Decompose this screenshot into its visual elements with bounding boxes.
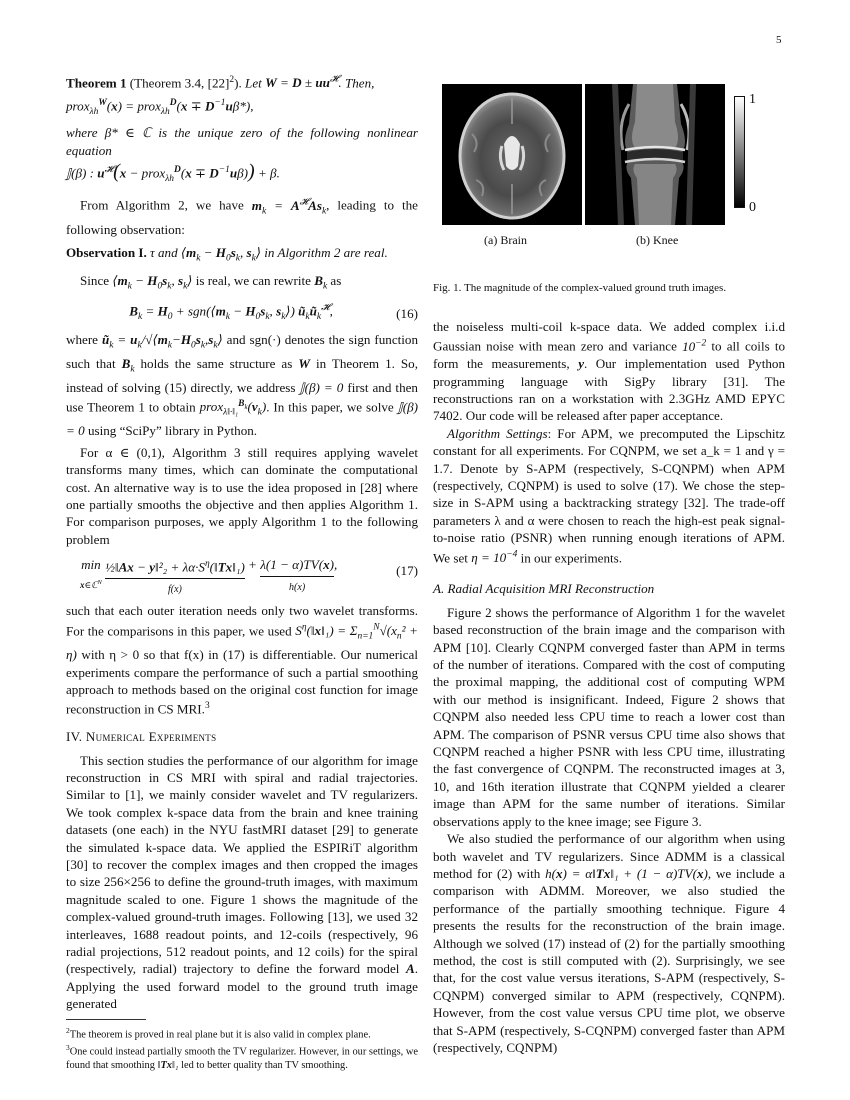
observation-text: in Algorithm 2 are real. xyxy=(264,245,388,261)
text-p1-a: the noiseless multi-coil k-space data. We added complex i.i.d Gaussian noise with mean zero and variance xyxy=(433,319,785,354)
formula-Bk-2: $B_k$ xyxy=(121,355,135,375)
paragraph-figure-2: Figure 2 shows the performance of Algorithm 1 for the wavelet based reconstruction of the brain image and the comparison with APM [10]. Clearly CQNPM converged faster than APM in terms of the number of iterations. Compared with the cost of computing the proximal mapping, the additional cost of computing WPM with our method is insignificant. Indeed, Figure 2 shows that CQNPM also needed less CPU time to reach a lower cost than APM. The comparison of PSNR versus CPU time also shows that CQNPM reached a higher PSNR with less CPU time, illustrating the fast convergence of CQNPM. The reconstructed images at 3, 10, and 16th iteration illustrate that CQNPM yielded a clearer image than APM for the same number of iterations. Similar observations apply to the knee image; see Figure 3. xyxy=(433,604,785,829)
eq17-min: min x∈ℂ$^N$ xyxy=(80,557,102,590)
eq17-h-label: h(x) xyxy=(289,581,306,593)
left-column xyxy=(66,72,418,1072)
observation-label: Observation I. xyxy=(66,245,147,261)
paragraph-from-algorithm-2 xyxy=(66,194,418,238)
observation-1 xyxy=(66,244,418,268)
text-sec-a: This section studies the performance of our algorithm for image reconstruction in CS MRI with spiral and radial trajectories. Similar to [1], we mainly consider wavelet and TV regularizers. We took complex k-space data from the brain and knee training datasets (one each) in the NYU fastMRI dataset [29] to generate the simulated k-space data. We applied the ESPIRiT algorithm [30] to recover the complex images and then cropped the images to size 256×256 to define the ground-truth images, with maximum magnitude scaled to one. Figure 1 shows the magnitude of the complex-valued ground-truth images. Following [13], we used 32 interleaves, 1688 readout points, and 12-coils (respectively, 96 radial projections, 512 readout points, and 12 coils) for the spiral (respectively, radial) trajectory to define the forward model xyxy=(66,752,418,977)
text-p1-c: . Our implementation used Python programming language with SigPy library [31]. The reconstructions ran on a workstation with 2.3GHz AMD EPYC 7402. Our code will be released after paper acceptance. xyxy=(433,356,785,424)
text-p4-b: , we include a comparison with ADMM. Moreover, we also studied the performance of the partially smoothing technique. Figure 4 presents the results for the reconstruction of the brain image. Although we solved (17) instead of (2) for the partially smoothing method, the cost is still computed with (2). Surprisingly, we see that, for the cost value versus iterations, S-APM (respectively, S-CQNPM) converged similar to APM (respectively, CQNPM). However, from the cost value versus CPU time plot, we observe that S-APM (respectively, S-CQNPM) converged faster than APM (respectively, CQNPM) xyxy=(433,865,785,1055)
paragraph-such-that xyxy=(66,602,418,718)
footnote-2-mark: 2 xyxy=(66,1025,70,1035)
footnote-3-ref: 3 xyxy=(204,701,210,712)
text-p2-end: in our experiments. xyxy=(520,550,623,565)
colorbar-min-label: 0 xyxy=(749,200,756,215)
formula-W: W xyxy=(298,355,310,371)
text-where-a: where xyxy=(66,331,98,347)
eq17-h-brace: λ(1 − α)TV(x) xyxy=(260,556,334,576)
text-where-g: using “SciPy” library in Python. xyxy=(87,423,258,439)
text-from-a: From Algorithm 2, we have xyxy=(80,197,244,213)
knee-mri-drawing xyxy=(585,84,725,225)
text-p2: : For APM, we precomputed the Lipschitz constant for all experiments. For CQNPM, we set a_k = 1 and γ = 1.7. Denote by S-APM (respectively, S-CQNPM) when APM (respectively, CQNPM) is used to solve (17). We chose the step-size in S-APM using a backtracking strategy [32]. The trade-off parameters λ and α were chosen to reach the high-est peak signal-to-noise ratio (PSNR) when running enough iterations of APM. We set xyxy=(433,425,785,565)
footnote-2-text: The theorem is proved in real plane but it is also valid in complex plane. xyxy=(69,1029,371,1041)
paragraph-for-alpha: For α ∈ (0,1), Algorithm 3 still requires applying wavelet transforms many times, which can dominate the computational cost. An alternative way is to use the idea proposed in [28] where one partially smooths the objective and then applies Algorithm 1. For comparison purposes, we apply Algorithm 1 to the following problem xyxy=(66,444,418,547)
text-p4-a: We also studied the performance of our algorithm when using both wavelet and TV regularizers. Since ADMM is a classical method for (2) with xyxy=(433,831,785,881)
text-since-c: as xyxy=(330,273,342,289)
paragraph-section-iv xyxy=(66,752,418,1013)
brain-image xyxy=(442,84,582,225)
eq17-h-group xyxy=(260,556,334,596)
right-column xyxy=(433,318,785,1056)
formula-A: A xyxy=(405,961,415,977)
footnote-3-text-b: led to better quality than TV smoothing. xyxy=(181,1059,348,1071)
theorem-where: where β* ∈ ℂ is the unique zero of the following nonlinear equation xyxy=(66,125,418,158)
formula-inner: $⟨m_k - H_0s_k$, $s_k⟩$ xyxy=(112,273,193,292)
text-p1-b: to all coils to form the measurements, xyxy=(433,338,786,372)
footnote-rule xyxy=(66,1019,146,1020)
equation-J: 𝕁(β) : $u^𝓗(x$ − prox$_{\lambda h}^D$(x ∓ $D^{-1}u\beta)) + \beta$. xyxy=(66,160,280,184)
formula-J0-2: 𝕁(β) = 0 xyxy=(66,399,419,439)
panel-b-label: (b) Knee xyxy=(636,233,679,247)
eq17-f-brace: ½‖Ax − y‖²₂ + $\lambda\alpha\cdot S^\eta(‖Tx‖_1)$ xyxy=(105,556,245,579)
formula-Bk: $B_k$ xyxy=(314,273,328,292)
equation-17-number: (17) xyxy=(396,563,418,579)
paragraph-where xyxy=(66,331,418,440)
formula-y: y xyxy=(578,356,584,372)
footnote-3-mark: 3 xyxy=(66,1043,70,1053)
text-such-b: with η > 0 so that f(x) in (17) is differentiable. Our numerical experiments compare the performance of such a partial smoothing approach to methods based on the original cost function for image reconstruction in CS MRI. xyxy=(66,647,418,717)
brain-mri-drawing xyxy=(442,84,582,225)
section-heading-iv: IV. Numerical Experiments xyxy=(66,729,217,745)
text-since-b: is real, we can rewrite xyxy=(195,273,311,289)
theorem-cite: (Theorem 3.4, [22] xyxy=(129,75,230,91)
text-such-a: such that each outer iteration needs only two wavelet transforms. For the comparisons in this paper, we used xyxy=(66,603,418,639)
observation-formula: τ and $⟨m_k - H_0s_k$, $s_k⟩$ xyxy=(150,245,261,264)
formula-variance: $10^{-2}$ xyxy=(682,338,707,354)
theorem-1 xyxy=(66,72,418,92)
subsection-heading-a: A. Radial Acquisition MRI Reconstruction xyxy=(433,581,655,597)
formula-h: h(x) = α‖Tx‖₁ + (1 − α)TV(x) xyxy=(545,865,708,881)
equation-17-body: min x∈ℂ$^N$ ½‖Ax − y‖²₂ + $\lambda\alpha\cdot S^\eta(‖Tx‖_1)$ f(x) + λ(1 − α)TV(x) h(x), xyxy=(66,556,396,598)
footnote-3-formula: ‖Tx‖₁ xyxy=(157,1059,179,1071)
footnote-2 xyxy=(66,1024,418,1041)
footnote-2-ref: 2 xyxy=(229,75,235,85)
formula-eta: $\eta = 10^{-4}$ xyxy=(471,549,518,565)
paragraph-admm xyxy=(433,830,785,1056)
eq17-f-group xyxy=(105,556,245,598)
text-where-b: and sgn(·) denotes the sign function such that xyxy=(66,331,419,371)
colorbar xyxy=(734,96,745,208)
algorithm-settings-label: Algorithm Settings xyxy=(447,425,548,441)
paragraph-noiseless xyxy=(433,318,785,425)
page-number: 5 xyxy=(776,34,782,46)
theorem-cite-end: ). xyxy=(234,75,242,91)
equation-16-body: $B_k = H_0$ + $sgn(⟨m_k - H_0s_k$, $s_k⟩$) $ũ_kũ_k^𝓗$, xyxy=(129,303,333,323)
theorem-label: Theorem 1 xyxy=(66,75,127,91)
text-where-d: in Theorem 1. So, instead of solving (15) directly, we address xyxy=(66,355,418,395)
colorbar-max-label: 1 xyxy=(749,92,756,107)
formula-prox-v: $prox_{\lambda‖\cdot‖_1}^{B_k}(v_k)$ xyxy=(199,398,267,418)
theorem-stmt-a: Let xyxy=(245,75,262,91)
text-where-f: . In this paper, we solve xyxy=(266,399,394,415)
equation-prox: prox$_{\lambda h}^W$(x) = prox$_{\lambda h}^D$(x ∓ $D^{-1}u\beta*$), xyxy=(66,97,254,117)
theorem-formula: $W = D \pm uu^𝓗$. xyxy=(265,75,342,91)
text-since-a: Since xyxy=(80,273,110,289)
formula-J0: 𝕁(β) = 0 xyxy=(299,379,344,395)
paragraph-since xyxy=(66,272,418,296)
footnote-3-text-a: One could instead partially smooth the TV regularizer. However, in our settings, we found that smoothing xyxy=(66,1046,418,1071)
eq17-f-label: f(x) xyxy=(168,583,182,595)
text-sec-b: . Applying the used forward model to the ground truth image generated xyxy=(66,961,418,1012)
formula-mk: $m_k = A^𝓗As_k$ xyxy=(251,197,327,217)
text-where-c: holds the same structure as xyxy=(140,355,293,371)
footnote-3 xyxy=(66,1041,418,1071)
equation-16 xyxy=(66,300,418,326)
knee-image xyxy=(585,84,725,225)
equation-16-number: (16) xyxy=(396,305,418,321)
panel-a-label: (a) Brain xyxy=(484,233,527,247)
figure-caption: Fig. 1. The magnitude of the complex-valued ground truth images. xyxy=(433,282,727,294)
formula-S-eta: $S^\eta(‖x‖_1) = \Sigma_{n=1}^N√(x_n^2 + \eta)$ xyxy=(66,622,418,663)
paragraph-algorithm-settings xyxy=(433,425,785,567)
text-where-e: first and then use Theorem 1 to obtain xyxy=(66,379,418,415)
text-from-b: , leading to the following observation: xyxy=(66,197,418,237)
equation-17 xyxy=(66,556,418,598)
theorem-stmt-b: Then, xyxy=(344,75,375,91)
formula-uk: $ũ_k$ = $u_k/√⟨m_k-H_0s_k,s_k⟩$ xyxy=(101,331,223,351)
